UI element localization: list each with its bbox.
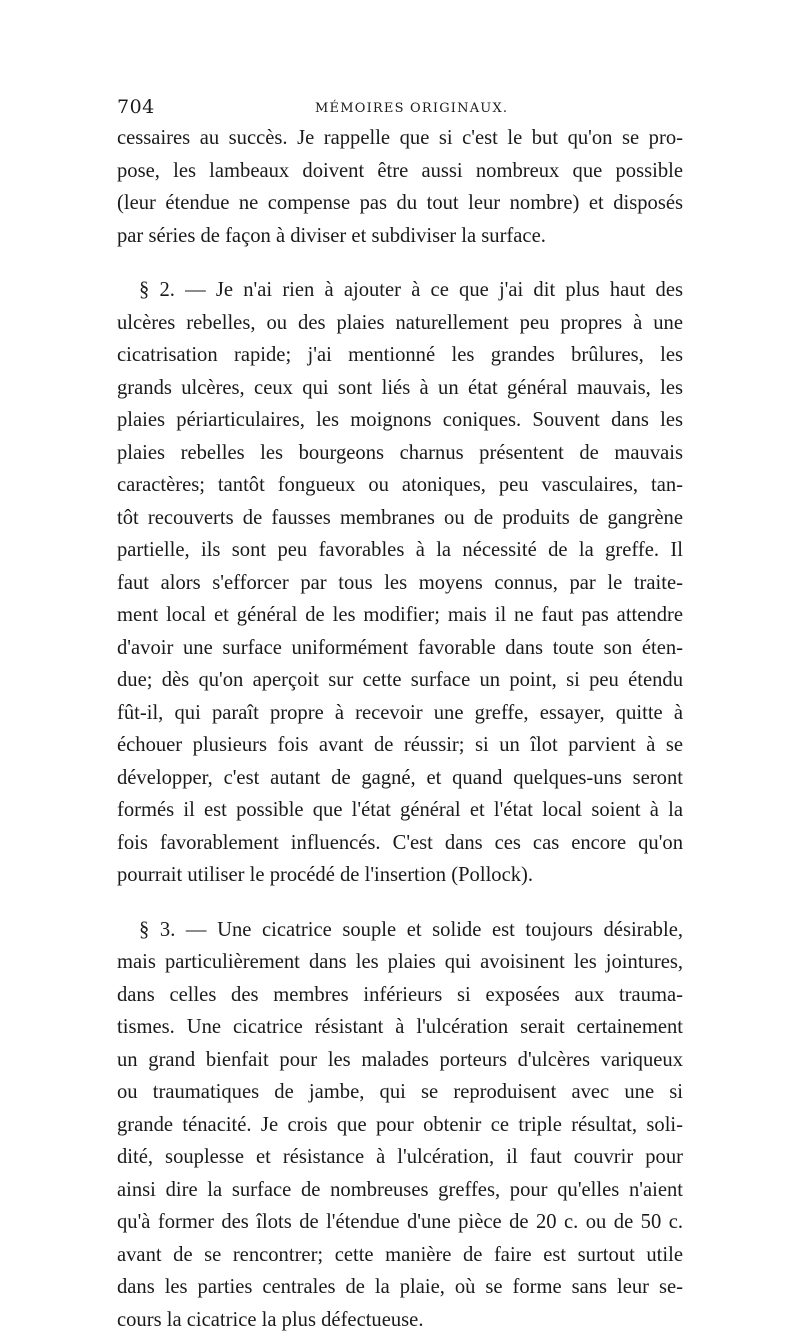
text-line: grande ténacité. Je crois que pour obtenir ce triple résultat, soli-	[117, 1109, 683, 1142]
text-line: (leur étendue ne compense pas du tout leur nombre) et disposés	[117, 187, 683, 220]
text-line: dans les parties centrales de la plaie, où se forme sans leur se-	[117, 1271, 683, 1304]
text-line: ou traumatiques de jambe, qui se reproduisent avec une si	[117, 1076, 683, 1109]
text-line: par séries de façon à diviser et subdiviser la surface.	[117, 220, 683, 253]
text-line: cicatrisation rapide; j'ai mentionné les grandes brûlures, les	[117, 339, 683, 372]
paragraph-3	[117, 914, 683, 1336]
text-line: pose, les lambeaux doivent être aussi nombreux que possible	[117, 155, 683, 188]
text-line: fois favorablement influencés. C'est dans ces cas encore qu'on	[117, 827, 683, 860]
text-line: caractères; tantôt fongueux ou atoniques, peu vasculaires, tan-	[117, 469, 683, 502]
text-line: dans celles des membres inférieurs si exposées aux trauma-	[117, 979, 683, 1012]
paragraph-2	[117, 274, 683, 892]
text-line: tôt recouverts de fausses membranes ou de produits de gangrène	[117, 502, 683, 535]
paragraph-1	[117, 122, 683, 252]
text-line: formés il est possible que l'état général et l'état local soient à la	[117, 794, 683, 827]
text-line: plaies rebelles les bourgeons charnus présentent de mauvais	[117, 437, 683, 470]
text-line: grands ulcères, ceux qui sont liés à un état général mauvais, les	[117, 372, 683, 405]
text-line: mais particulièrement dans les plaies qui avoisinent les jointures,	[117, 946, 683, 979]
text-line: d'avoir une surface uniformément favorable dans toute son éten-	[117, 632, 683, 665]
text-line: échouer plusieurs fois avant de réussir; si un îlot parvient à se	[117, 729, 683, 762]
text-line: cessaires au succès. Je rappelle que si c'est le but qu'on se pro-	[117, 122, 683, 155]
text-line: cours la cicatrice la plus défectueuse.	[117, 1304, 683, 1336]
text-line: § 2. — Je n'ai rien à ajouter à ce que j'ai dit plus haut des	[117, 274, 683, 307]
paragraph-gap	[117, 252, 683, 274]
page-number: 704	[117, 96, 155, 118]
body-text	[117, 122, 683, 1336]
page-header	[117, 92, 683, 122]
book-page	[117, 92, 683, 1336]
text-line: ulcères rebelles, ou des plaies naturellement peu propres à une	[117, 307, 683, 340]
text-line: avant de se rencontrer; cette manière de faire est surtout utile	[117, 1239, 683, 1272]
text-line: due; dès qu'on aperçoit sur cette surface un point, si peu étendu	[117, 664, 683, 697]
text-line: qu'à former des îlots de l'étendue d'une pièce de 20 c. ou de 50 c.	[117, 1206, 683, 1239]
text-line: ment local et général de les modifier; mais il ne faut pas attendre	[117, 599, 683, 632]
text-line: § 3. — Une cicatrice souple et solide est toujours désirable,	[117, 914, 683, 947]
running-title: MÉMOIRES ORIGINAUX.	[315, 101, 508, 116]
text-line: pourrait utiliser le procédé de l'insertion (Pollock).	[117, 859, 683, 892]
paragraph-gap	[117, 892, 683, 914]
text-line: fût-il, qui paraît propre à recevoir une greffe, essayer, quitte à	[117, 697, 683, 730]
text-line: dité, souplesse et résistance à l'ulcération, il faut couvrir pour	[117, 1141, 683, 1174]
text-line: développer, c'est autant de gagné, et quand quelques-uns seront	[117, 762, 683, 795]
text-line: partielle, ils sont peu favorables à la nécessité de la greffe. Il	[117, 534, 683, 567]
text-line: ainsi dire la surface de nombreuses greffes, pour qu'elles n'aient	[117, 1174, 683, 1207]
text-line: un grand bienfait pour les malades porteurs d'ulcères variqueux	[117, 1044, 683, 1077]
text-line: plaies périarticulaires, les moignons coniques. Souvent dans les	[117, 404, 683, 437]
text-line: faut alors s'efforcer par tous les moyens connus, par le traite-	[117, 567, 683, 600]
text-line: tismes. Une cicatrice résistant à l'ulcération serait certainement	[117, 1011, 683, 1044]
